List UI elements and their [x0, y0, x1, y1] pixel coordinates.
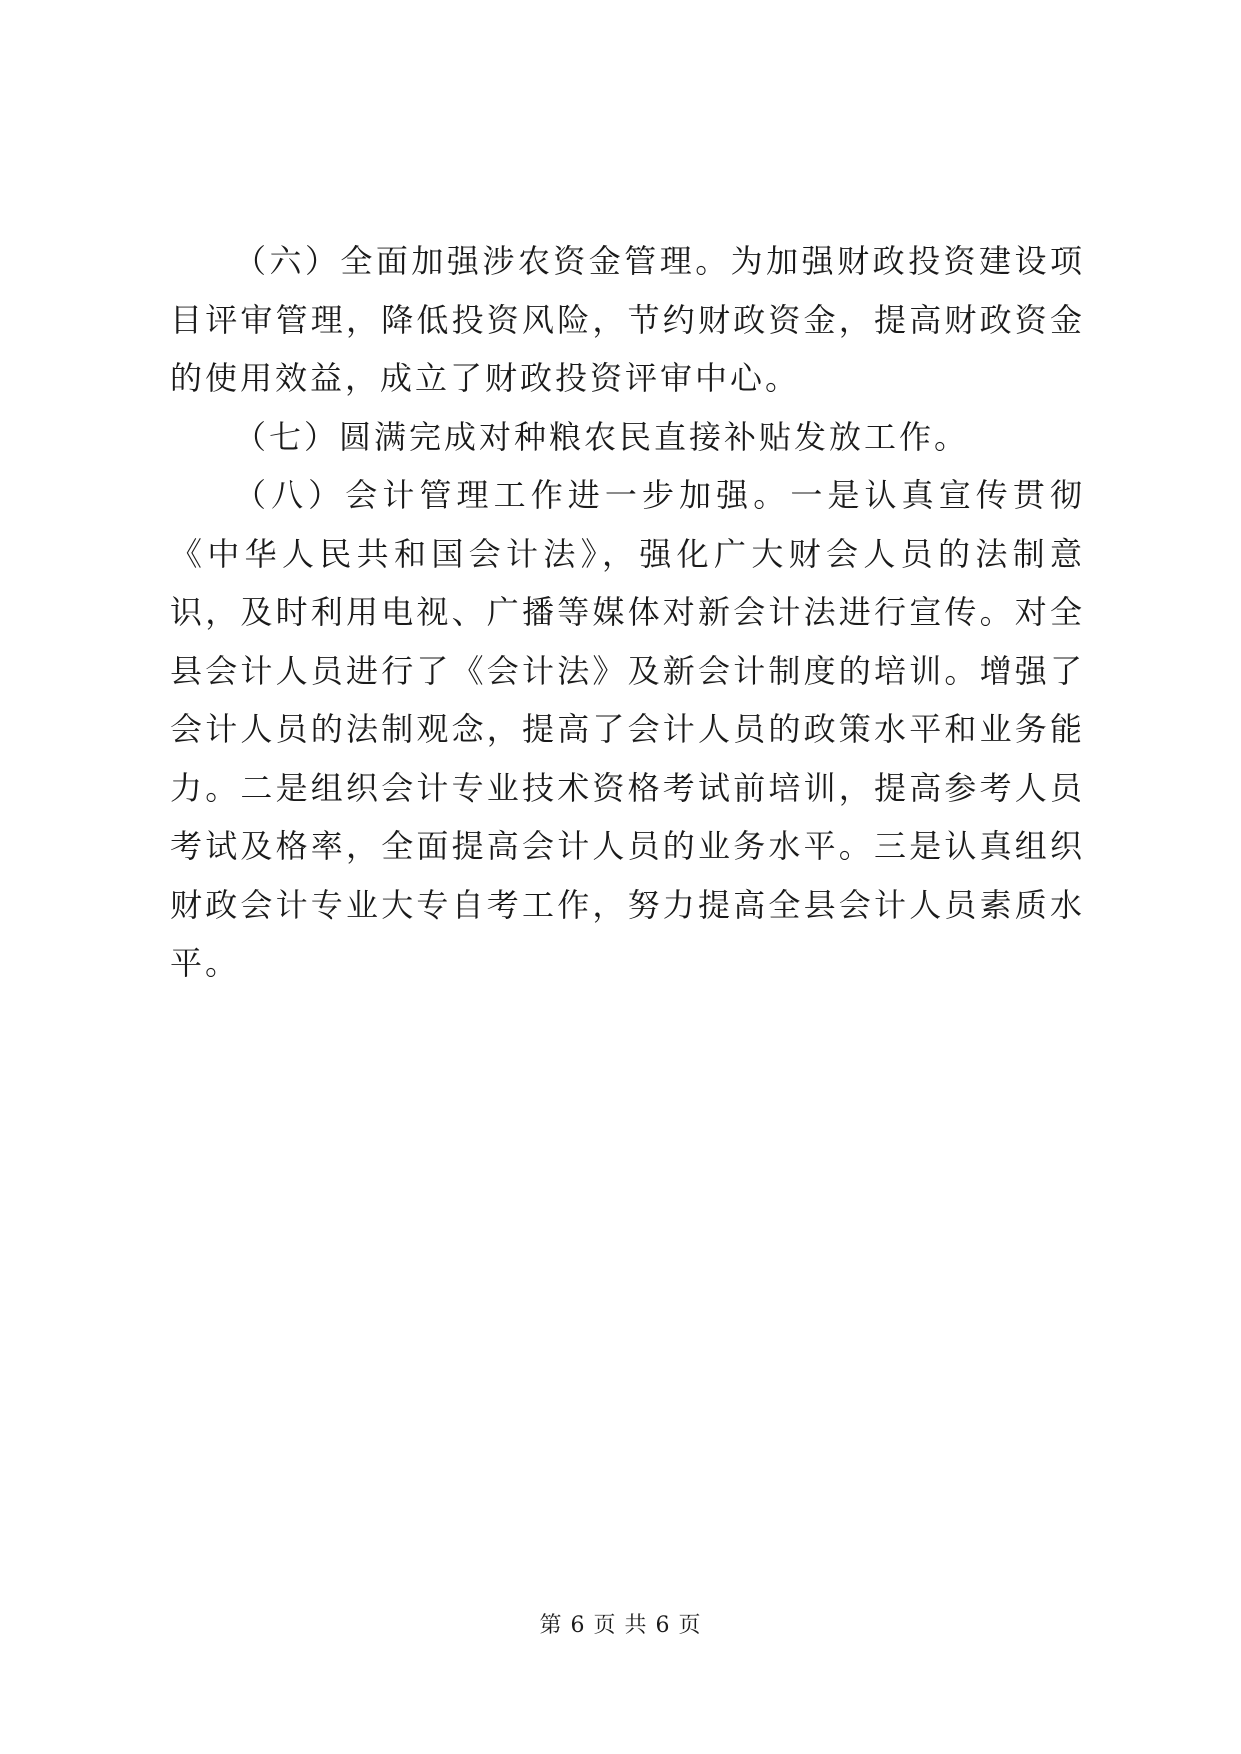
paragraph-section-8: （八）会计管理工作进一步加强。一是认真宣传贯彻《中华人民共和国会计法》，强化广大财会人员的法制意识，及时利用电视、广播等媒体对新会计法进行宣传。对全县会计人员进行了《会计法》及新会计制度的培训。增强了会计人员的法制观念，提高了会计人员的政策水平和业务能力。二是组织会计专业技术资格考试前培训，提高参考人员考试及格率，全面提高会计人员的业务水平。三是认真组织财政会计专业大专自考工作，努力提高全县会计人员素质水平。 — [170, 476, 1085, 982]
page-number-footer: 第 6 页 共 6 页 — [539, 1613, 702, 1638]
paragraph-section-7: （七）圆满完成对种粮农民直接补贴发放工作。 — [234, 417, 970, 456]
document-body — [170, 232, 1085, 993]
paragraph-section-6: （六）全面加强涉农资金管理。为加强财政投资建设项目评审管理，降低投资风险，节约财政资金，提高财政资金的使用效益，成立了财政投资评审中心。 — [170, 242, 1085, 397]
